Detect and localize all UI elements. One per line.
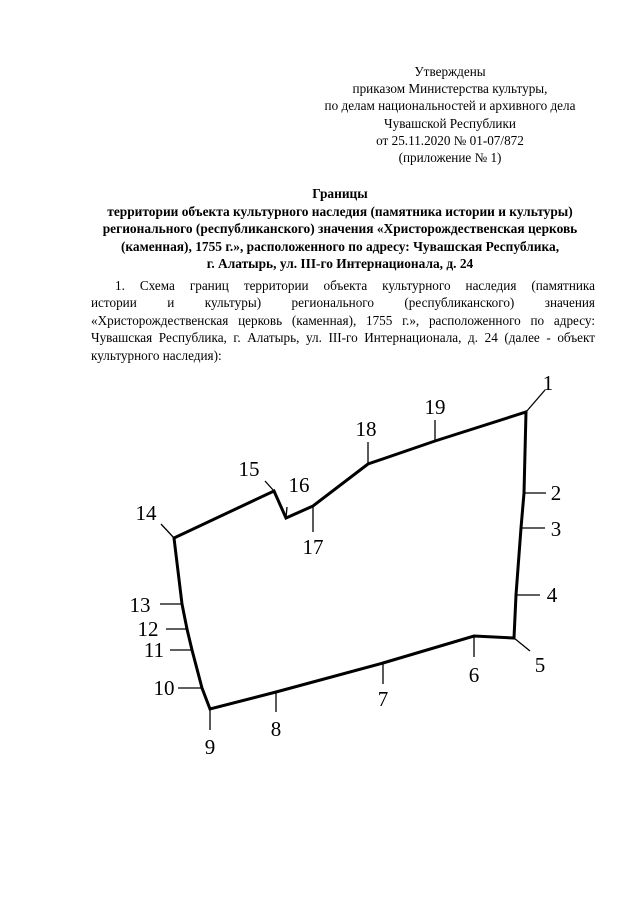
point-label: 19 <box>424 395 446 419</box>
point-tick <box>265 481 274 491</box>
point-label: 12 <box>137 617 159 641</box>
point-label: 3 <box>550 517 562 541</box>
point-label: 13 <box>129 593 151 617</box>
point-label: 7 <box>377 687 389 711</box>
point-label: 18 <box>355 417 377 441</box>
point-label: 2 <box>550 481 562 505</box>
paragraph-line: истории и культуры) регионального (республиканского) значения <box>91 295 595 311</box>
point-label: 17 <box>302 535 324 559</box>
approval-line: приказом Министерства культуры, <box>352 81 548 97</box>
approval-line: Утверждены <box>414 64 486 79</box>
point-label: 1 <box>542 371 554 395</box>
paragraph-line: культурного наследия): <box>91 347 222 363</box>
paragraph-line: 1. Схема границ территории объекта культурного наследия (памятника <box>115 278 595 293</box>
point-label: 16 <box>288 473 310 497</box>
point-ticks <box>160 390 546 730</box>
approval-line: по делам национальностей и архивного дела <box>324 98 576 114</box>
title-line: регионального (республиканского) значения «Христорождественская церковь <box>102 221 578 237</box>
point-label: 14 <box>135 501 157 525</box>
point-tick <box>514 638 530 651</box>
title-line: Границы <box>312 186 368 201</box>
approval-line: (приложение № 1) <box>398 150 502 166</box>
point-label: 9 <box>204 735 216 759</box>
paragraph-line: Чувашская Республика, г. Алатырь, ул. III-го Интернационала, д. 24 (далее - объект <box>91 330 595 346</box>
title-line: г. Алатырь, ул. III-го Интернационала, д. 24 <box>206 256 474 272</box>
point-label: 15 <box>238 457 260 481</box>
title-line: (каменная), 1755 г.», расположенного по адресу: Чувашская Республика, <box>120 238 560 254</box>
title-line: территории объекта культурного наследия (памятника истории и культуры) <box>107 203 573 219</box>
point-tick <box>161 524 174 538</box>
approval-line: от 25.11.2020 № 01-07/872 <box>376 132 524 148</box>
paragraph-line: «Христорождественская церковь (каменная), 1755 г.», расположенного по адресу: <box>91 312 595 328</box>
point-label: 11 <box>143 638 165 662</box>
point-label: 8 <box>270 717 282 741</box>
point-label: 10 <box>153 676 175 700</box>
point-label: 5 <box>534 653 546 677</box>
point-labels <box>130 371 562 759</box>
point-label: 4 <box>546 583 558 607</box>
point-label: 6 <box>468 663 480 687</box>
approval-line: Чувашской Республики <box>384 115 516 131</box>
